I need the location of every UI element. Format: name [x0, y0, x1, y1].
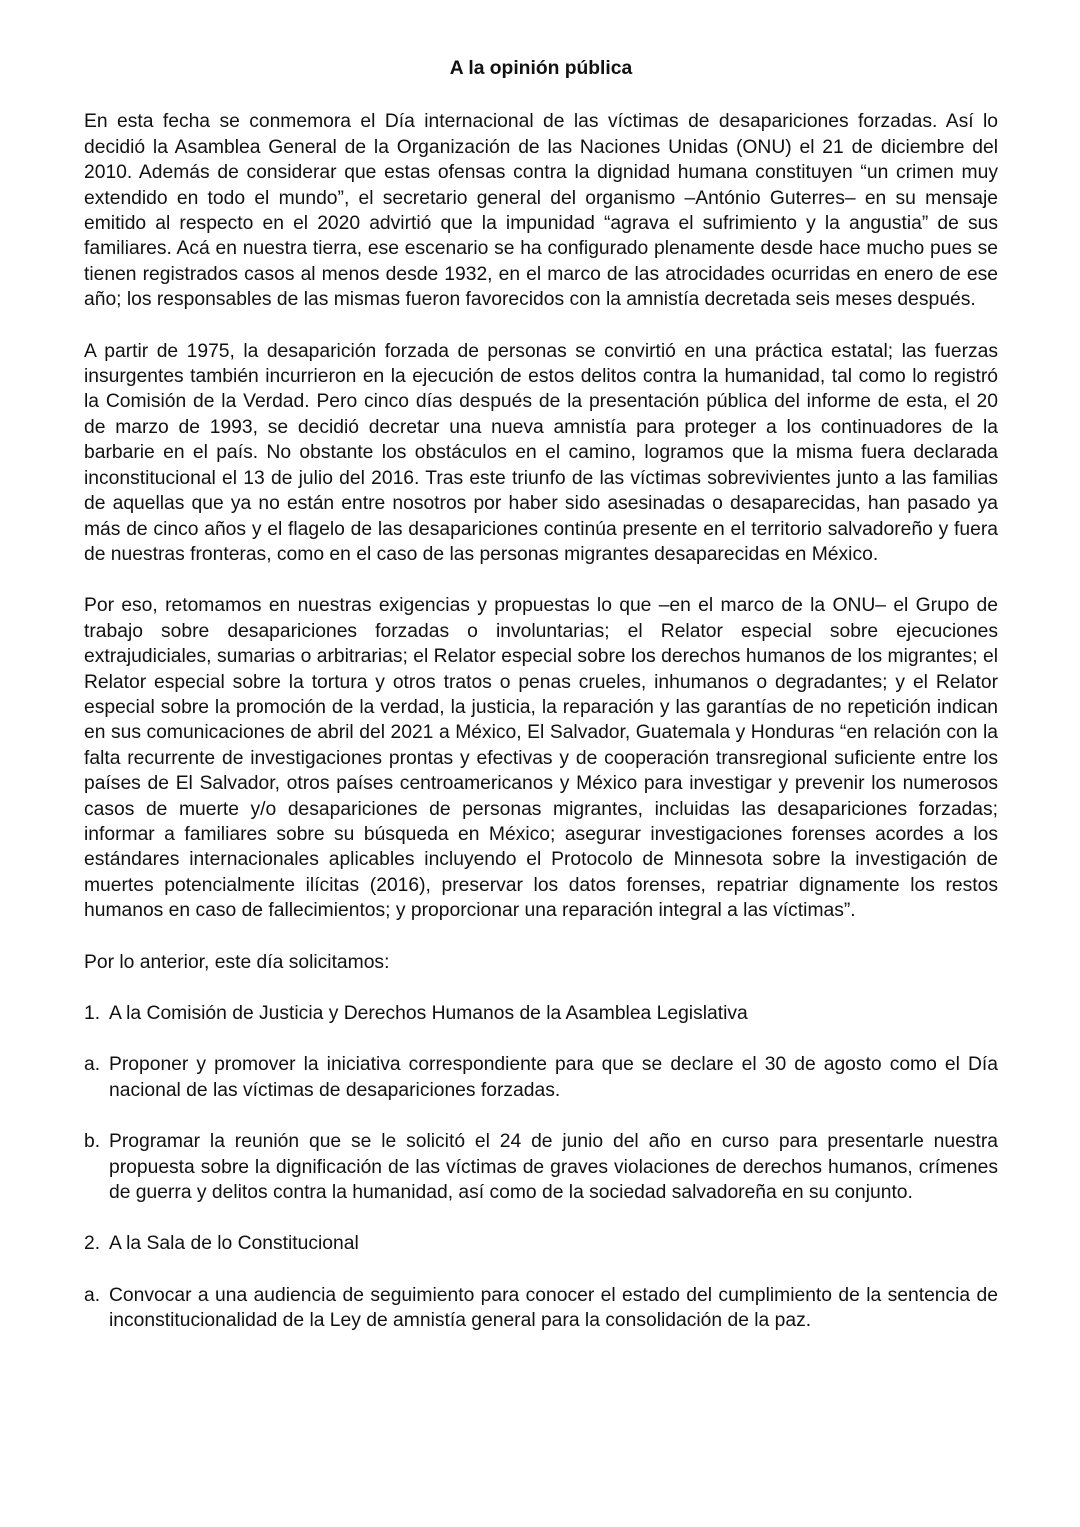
section-1-heading-text: A la Comisión de Justicia y Derechos Humanos de la Asamblea Legislativa — [109, 1003, 748, 1024]
list-item-text: Convocar a una audiencia de seguimiento para conocer el estado del cumplimiento de la sentencia de inconstitucionalidad de la Ley de amnistía general para la consolidación de la paz. — [109, 1284, 998, 1332]
section-2-marker: 2. — [84, 1233, 101, 1255]
list-marker: a. — [84, 1054, 101, 1076]
list-item-text: Programar la reunión que se le solicitó el 24 de junio del año en curso para presentarle nuestra propuesta sobre la dignificación de las víctimas de graves violaciones de derechos humanos, crímenes de guerra y delitos contra la humanidad, así como de la sociedad salvadoreña en su conjunto. — [109, 1131, 998, 1204]
section-1-item-b — [84, 1129, 998, 1205]
list-marker: b. — [84, 1131, 101, 1153]
section-2-heading-text: A la Sala de lo Constitucional — [109, 1233, 359, 1255]
document-page — [84, 56, 998, 1360]
section-2-heading — [84, 1231, 998, 1256]
section-2-item-a — [84, 1283, 998, 1334]
section-1-heading — [84, 1001, 998, 1026]
list-item-text: Proponer y promover la iniciativa correspondiente para que se declare el 30 de agosto como el Día nacional de las víctimas de desapariciones forzadas. — [109, 1054, 998, 1101]
paragraph-un-demands: Por eso, retomamos en nuestras exigencias y propuestas lo que –en el marco de la ONU– el Grupo de trabajo sobre desapariciones forzadas o involuntarias; el Relator especial sobre ejecuciones extrajudiciales, sumarias o arbitrarias; el Relator especial sobre los derechos humanos de los migrantes; el Relator especial sobre la tortura y otros tratos o penas crueles, inhumanos o degradantes; y el Relator especial sobre la promoción de la verdad, la justicia, la reparación y las garantías de no repetición indican en sus comunicaciones de abril del 2021 a México, El Salvador, Guatemala y Honduras “en relación con la falta recurrente de investigaciones prontas y efectivas y de cooperación transregional suficiente entre los países de El Salvador, otros países centroamericanos y México para investigar y prevenir los numerosos casos de muerte y/o desapariciones de personas migrantes, incluidas las desapariciones forzadas; informar a familiares sobre su búsqueda en México; asegurar investigaciones forenses acordes a los estándares internacionales aplicables incluyendo el Protocolo de Minnesota sobre la investigación de muertes potencialmente ilícitas (2016), preservar los datos forenses, repatriar dignamente los restos humanos en caso de fallecimientos; y proporcionar una reparación integral a las víctimas”. — [84, 595, 998, 922]
section-1-marker: 1. — [84, 1003, 101, 1024]
paragraph-request-intro: Por lo anterior, este día solicitamos: — [84, 951, 390, 973]
section-1-item-a — [84, 1052, 998, 1103]
list-marker: a. — [84, 1284, 101, 1306]
paragraph-history: A partir de 1975, la desaparición forzada de personas se convirtió en una práctica estatal; las fuerzas insurgentes también incurrieron en la ejecución de estos delitos contra la humanidad, tal como lo registró la Comisión de la Verdad. Pero cinco días después de la presentación pública del informe de esta, el 20 de marzo de 1993, se decidió decretar una nueva amnistía para proteger a los continuadores de la barbarie en el país. No obstante los obstáculos en el camino, logramos que la misma fuera declarada inconstitucional el 13 de julio del 2016. Tras este triunfo de las víctimas sobrevivientes junto a las familias de aquellas que ya no están entre nosotros por haber sido asesinadas o desaparecidas, han pasado ya más de cinco años y el flagelo de las desapariciones continúa presente en el territorio salvadoreño y fuera de nuestras fronteras, como en el caso de las personas migrantes desaparecidas en México. — [84, 340, 998, 565]
document-title: A la opinión pública — [449, 58, 633, 79]
paragraph-intro: En esta fecha se conmemora el Día internacional de las víctimas de desapariciones forzadas. Así lo decidió la Asamblea General de la Organización de las Naciones Unidas (ONU) el 21 de diciembre del 2010. Además de considerar que estas ofensas contra la dignidad humana constituyen “un crimen muy extendido en todo el mundo”, el secretario general del organismo –António Guterres– en su mensaje emitido al respecto en el 2020 advirtió que la impunidad “agrava el sufrimiento y la angustia” de sus familiares. Acá en nuestra tierra, ese escenario se ha configurado plenamente desde hace mucho pues se tienen registrados casos al menos desde 1932, en el marco de las atrocidades ocurridas en enero de ese año; los responsables de las mismas fueron favorecidos con la amnistía decretada seis meses después. — [84, 111, 998, 311]
